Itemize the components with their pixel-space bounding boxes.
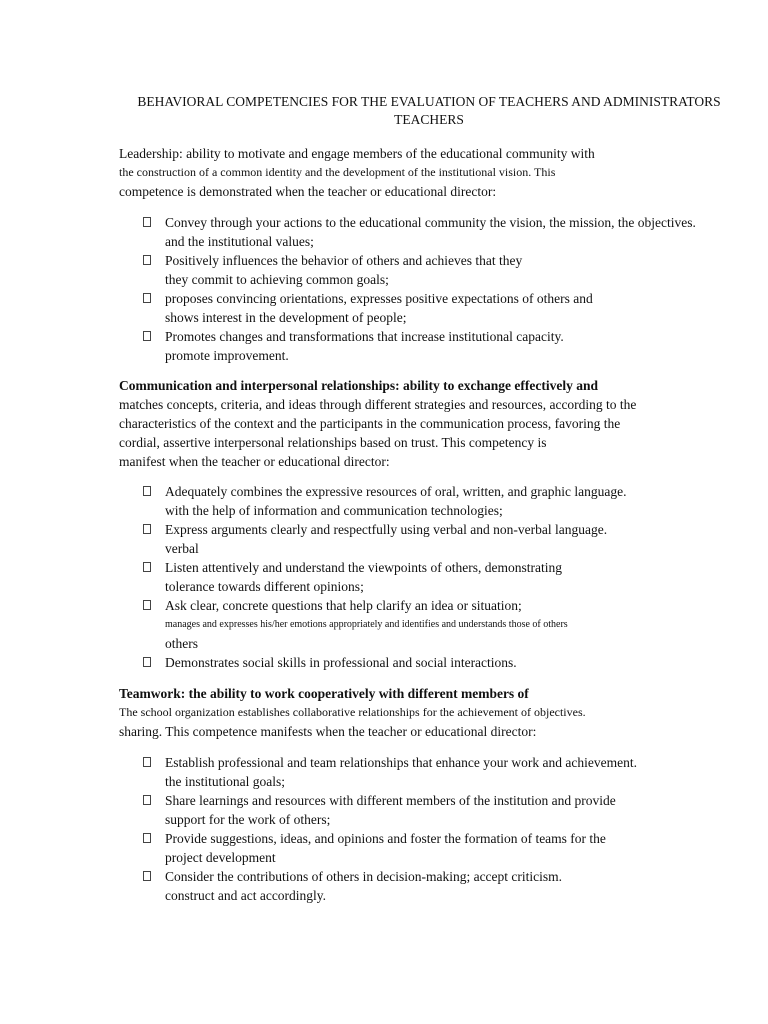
- checkbox-icon: [143, 657, 151, 667]
- communication-intro: [119, 376, 739, 471]
- checkbox-icon: [143, 217, 151, 227]
- item-text: others: [165, 636, 198, 651]
- intro-line: competence is demonstrated when the teacher or educational director:: [119, 184, 497, 199]
- intro-line: Teamwork: the ability to work cooperatively with different members of: [119, 686, 529, 701]
- item-text: the institutional goals;: [165, 774, 285, 789]
- item-text: Express arguments clearly and respectfully using verbal and non-verbal language.: [165, 522, 608, 537]
- item-text: project development: [165, 850, 276, 865]
- teamwork-list: [0, 753, 768, 905]
- list-item: [0, 653, 768, 672]
- list-item: [0, 482, 768, 520]
- item-text: construct and act accordingly.: [165, 888, 327, 903]
- checkbox-icon: [143, 795, 151, 805]
- item-text: Adequately combines the expressive resources of oral, written, and graphic language.: [165, 484, 627, 499]
- checkbox-icon: [143, 255, 151, 265]
- item-text: with the help of information and communication technologies;: [165, 503, 503, 518]
- intro-line: manifest when the teacher or educational director:: [119, 454, 390, 469]
- item-text: Provide suggestions, ideas, and opinions and foster the formation of teams for the: [165, 831, 606, 846]
- leadership-intro: [119, 144, 739, 201]
- item-text: Convey through your actions to the educational community the vision, the mission, the objectives.: [165, 215, 696, 230]
- communication-list: [0, 482, 768, 672]
- checkbox-icon: [143, 757, 151, 767]
- intro-line: matches concepts, criteria, and ideas through different strategies and resources, according to the: [119, 397, 637, 412]
- intro-line: The school organization establishes collaborative relationships for the achievement of objectives.: [119, 705, 586, 719]
- item-text: tolerance towards different opinions;: [165, 579, 364, 594]
- checkbox-icon: [143, 293, 151, 303]
- intro-line: characteristics of the context and the participants in the communication process, favoring the: [119, 416, 621, 431]
- checkbox-icon: [143, 524, 151, 534]
- list-item: [0, 520, 768, 558]
- list-item: [0, 558, 768, 596]
- item-text: Share learnings and resources with different members of the institution and provide: [165, 793, 616, 808]
- item-text: support for the work of others;: [165, 812, 331, 827]
- item-text: Promotes changes and transformations that increase institutional capacity.: [165, 329, 564, 344]
- list-item: [0, 791, 768, 829]
- checkbox-icon: [143, 331, 151, 341]
- list-item: [0, 867, 768, 905]
- checkbox-icon: [143, 486, 151, 496]
- item-text: and the institutional values;: [165, 234, 314, 249]
- list-item: [0, 289, 768, 327]
- list-item: [0, 327, 768, 365]
- intro-line: cordial, assertive interpersonal relationships based on trust. This competency is: [119, 435, 547, 450]
- intro-line: Communication and interpersonal relationships: ability to exchange effectively and: [119, 378, 598, 393]
- list-item: [0, 829, 768, 867]
- intro-line: sharing. This competence manifests when the teacher or educational director:: [119, 724, 537, 739]
- item-text: verbal: [165, 541, 199, 556]
- item-text: proposes convincing orientations, expresses positive expectations of others and: [165, 291, 593, 306]
- list-item: [0, 596, 768, 653]
- leadership-list: [0, 213, 768, 365]
- checkbox-icon: [143, 562, 151, 572]
- document-title: [118, 93, 740, 129]
- item-text: Listen attentively and understand the viewpoints of others, demonstrating: [165, 560, 563, 575]
- list-item: [0, 753, 768, 791]
- item-text: promote improvement.: [165, 348, 289, 363]
- item-text: Ask clear, concrete questions that help clarify an idea or situation;: [165, 598, 522, 613]
- checkbox-icon: [143, 871, 151, 881]
- item-text: shows interest in the development of people;: [165, 310, 407, 325]
- intro-line: Leadership: ability to motivate and engage members of the educational community with: [119, 146, 595, 161]
- checkbox-icon: [143, 600, 151, 610]
- item-text: Positively influences the behavior of others and achieves that they: [165, 253, 523, 268]
- item-text: Establish professional and team relationships that enhance your work and achievement.: [165, 755, 637, 770]
- item-text: manages and expresses his/her emotions appropriately and identifies and understands those of others: [165, 619, 568, 630]
- item-text: Consider the contributions of others in decision-making; accept criticism.: [165, 869, 563, 884]
- teamwork-intro: [119, 684, 739, 741]
- title-line-2: TEACHERS: [394, 112, 464, 127]
- list-item: [0, 213, 768, 251]
- item-text: Demonstrates social skills in professional and social interactions.: [165, 655, 517, 670]
- list-item: [0, 251, 768, 289]
- checkbox-icon: [143, 833, 151, 843]
- item-text: they commit to achieving common goals;: [165, 272, 389, 287]
- title-line-1: BEHAVIORAL COMPETENCIES FOR THE EVALUATION OF TEACHERS AND ADMINISTRATORS: [137, 94, 721, 109]
- intro-line: the construction of a common identity and the development of the institutional vision. This: [119, 165, 556, 179]
